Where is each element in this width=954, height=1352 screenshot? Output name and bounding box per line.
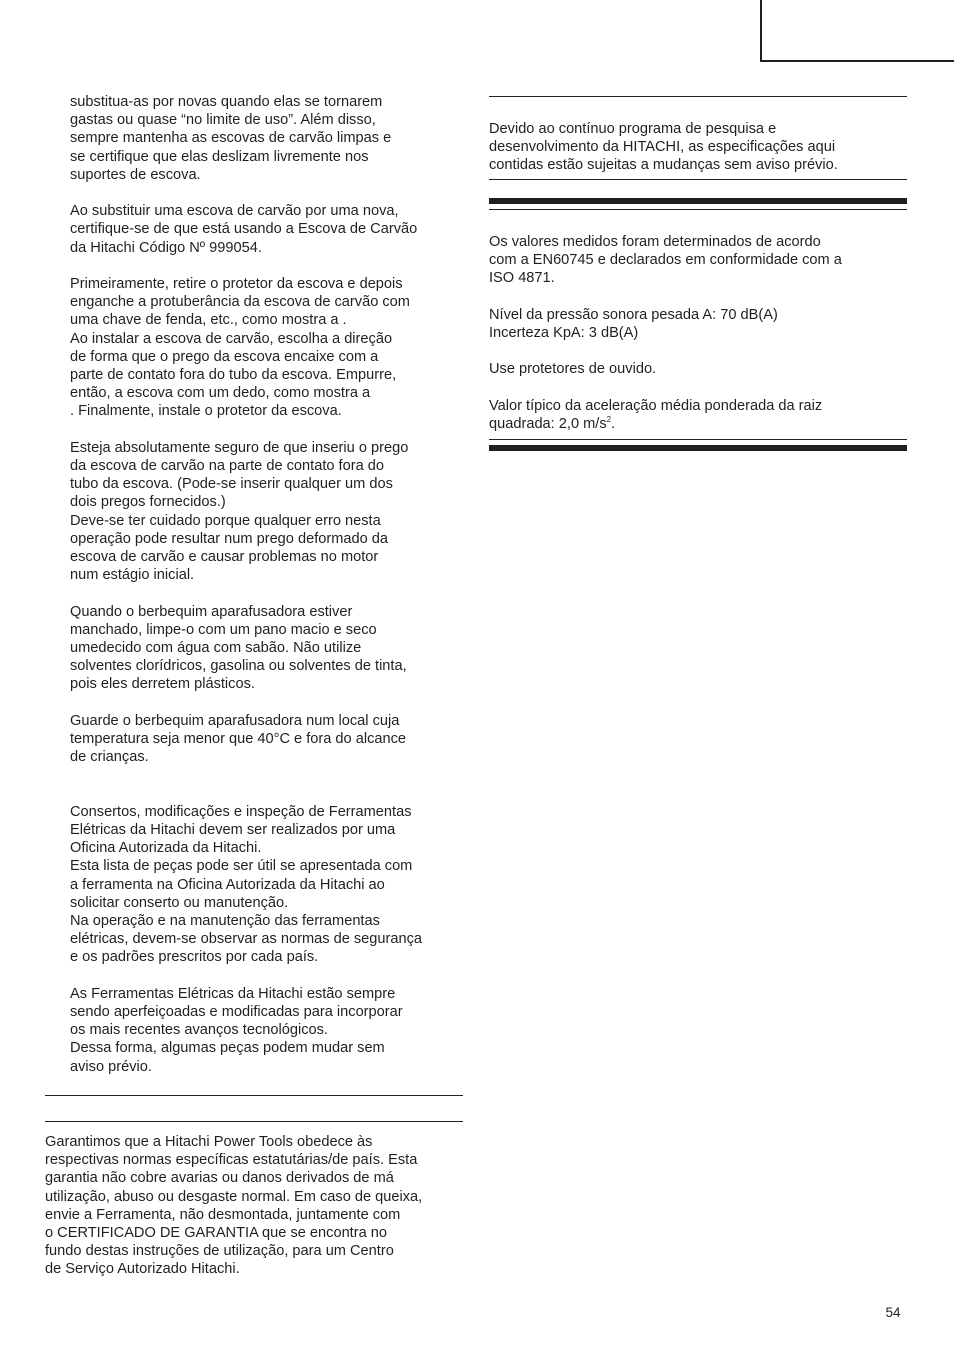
vibration-superscript: 2 [606, 415, 612, 425]
page-corner-tab [760, 0, 954, 62]
notice-rule-top [489, 96, 907, 97]
uncertainty-line: Incerteza KpA: 3 dB(A) [489, 325, 639, 341]
sound-pressure-line: Nível da pressão sonora pesada A: 70 dB(A) [489, 306, 778, 323]
page-number: 54 [885, 1305, 901, 1320]
storage-paragraph: Guarde o berbequim aparafusadora num local cuja temperatura seja menor que 40°C e fora do alcance de crianças. [70, 712, 407, 766]
vibration-paragraph [489, 397, 907, 433]
measured-paragraph: Os valores medidos foram determinados de acordo com a EN60745 e declarados em conformidade com a ISO 4871. [489, 234, 842, 287]
warranty-rule-bottom [45, 1121, 463, 1122]
notice-section [489, 120, 907, 175]
warranty-paragraph: Garantimos que a Hitachi Power Tools obedece às respectivas normas específicas estatutárias/de país. Esta garantia não cobre avarias ou danos derivados de má utilização, abuso ou desgaste normal. Em caso de queixa, envie a Ferramenta, não desmontada, juntamente com o CERTIFICADO DE GARANTIA que se encontra no fundo destas instruções de utilização, para um Centro de Serviço Autorizado Hitachi. [45, 1134, 423, 1278]
noise-rule-thick [489, 198, 907, 204]
vibration-text: Valor típico da aceleração média ponderada da raiz quadrada: 2,0 m/s [489, 397, 823, 432]
brush-caution-paragraph: Esteja absolutamente seguro de que inseriu o prego da escova de carvão na parte de contato fora do tubo da escova. (Pode-se inserir qualquer um dos dois pregos fornecidos.) Deve-se ter cuidado porque qualquer erro nesta operação pode resultar num prego deformado da escova de carvão e causar problemas no motor num estágio inicial. [70, 439, 409, 584]
brush-code-paragraph: Ao substituir uma escova de carvão por uma nova, certifique-se de que está usando a Escova de Carvão da Hitachi Código Nº 999054. [70, 203, 418, 256]
section-rule-thick [489, 445, 907, 451]
noise-vibration-section [489, 233, 907, 433]
brush-replacement-paragraph: substitua-as por novas quando elas se tornarem gastas ou quase “no limite de uso”. Além disso, sempre mantenha as escovas de carvão limpas e se certifique que elas deslizam livremente nos suportes de escova. [70, 94, 392, 183]
vibration-period: . [611, 415, 616, 432]
service-paragraph: Consertos, modificações e inspeção de Ferramentas Elétricas da Hitachi devem ser realizados por uma Oficina Autorizada da Hitachi. Esta lista de peças pode ser útil se apresentada com a ferramenta na Oficina Autorizada da Hitachi ao solicitar conserto ou manutenção. Na operação e na manutenção das ferramentas elétricas, devem-se observar as normas de segurança e os padrões prescritos por cada país. [70, 803, 423, 966]
notice-paragraph: Devido ao contínuo programa de pesquisa e desenvolvimento da HITACHI, as especificações aqui contidas estão sujeitas a mudanças sem aviso prévio. [489, 121, 838, 174]
notice-rule-bottom [489, 179, 907, 180]
warranty-section [45, 1133, 463, 1279]
cleaning-paragraph: Quando o berbequim aparafusadora estiver manchado, limpe-o com um pano macio e seco umedecido com água com sabão. Não utilize solventes clorídricos, gasolina ou solventes de tinta, pois eles derretem plásticos. [70, 603, 407, 693]
left-column [70, 93, 463, 1076]
parts-change-paragraph: As Ferramentas Elétricas da Hitachi estão sempre sendo aperfeiçoadas e modificadas para incorporar os mais recentes avanços tecnológicos. Dessa forma, algumas peças podem mudar sem aviso prévio. [70, 985, 403, 1075]
section-rule-thin [489, 439, 907, 440]
ear-protection-line: Use protetores de ouvido. [489, 361, 657, 378]
brush-install-paragraph: Primeiramente, retire o protetor da escova e depois enganche a protuberância da escova de carvão com uma chave de fenda, etc., como mostra a . Ao instalar a escova de carvão, escolha a direção de forma que o prego da escova encaixe com a parte de contato fora do tubo da escova. Empurre, então, a escova com um dedo, como mostra a . Finalmente, instale o protetor da escova. [70, 276, 410, 420]
noise-rule-thin [489, 209, 907, 210]
warranty-rule-top [45, 1095, 463, 1096]
